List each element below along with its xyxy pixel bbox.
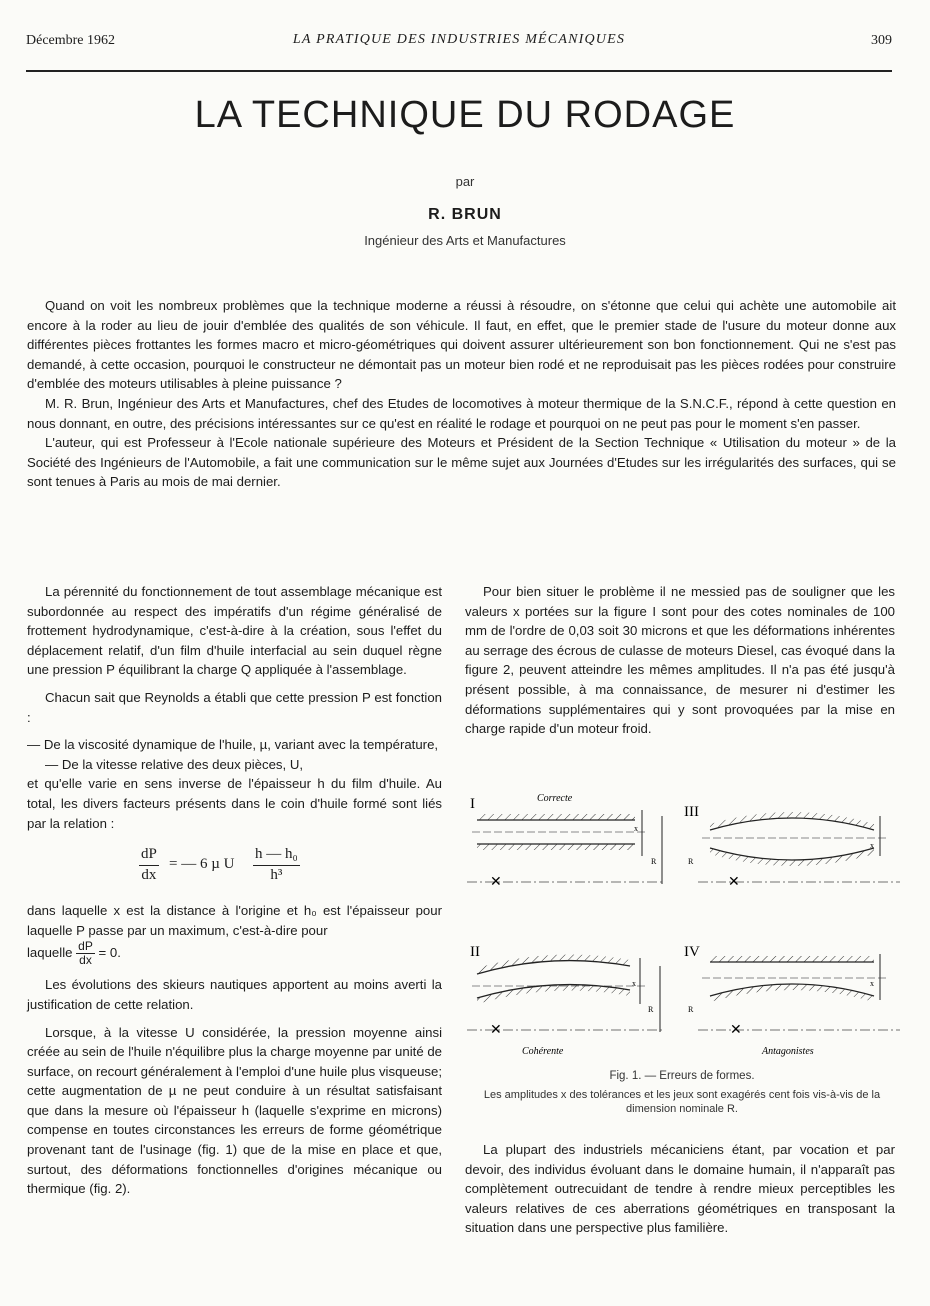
axis-cross: ✕ [490, 1023, 502, 1038]
hatched-surface [477, 814, 635, 820]
panel-label: IV [684, 944, 700, 960]
body-paragraph: Chacun sait que Reynolds a établi que cette pression P est fonction : [27, 689, 442, 725]
panel-label: II [470, 944, 480, 960]
R-mark: R [651, 857, 657, 866]
body-paragraph: Lorsque, à la vitesse U considérée, la pression moyenne ainsi créée au sein de l'huile n'équilibre plus la charge moyenne par unité de surface, on recourt généralement à l'emploi d'une huile plus visqueuse; cette augmentation de µ ne peut conduire à un résultat satisfaisant que dans la mesure où l'épaisseur h (laquelle s'exprime en microns) compense en toutes circonstances les erreurs de forme géométrique provenant tant de l'usinage (fig. 1) que de la mise en place et que, surtout, des déformations fonctionnelles d'origines mécanique ou thermique (fig. 2). [27, 1024, 442, 1197]
left-column [27, 582, 442, 1207]
eq-lhs-num: dP [139, 845, 159, 866]
right-column-top [465, 582, 895, 747]
body-paragraph: Les évolutions des skieurs nautiques apportent au moins averti la justification de cette relation. [27, 977, 442, 1012]
eq-middle: = — 6 µ U [169, 856, 235, 873]
x-mark: x [870, 841, 874, 850]
axis-cross: ✕ [728, 875, 740, 890]
panel-label: I [470, 796, 475, 812]
page-number: 309 [871, 33, 892, 48]
issue-date: Décembre 1962 [26, 33, 116, 48]
x-mark: x [870, 979, 874, 988]
hatched-surface [710, 956, 874, 962]
eq-rhs-num: h — h₀ [253, 845, 300, 866]
body-paragraph: et qu'elle varie en sens inverse de l'épaisseur h du film d'huile. Au total, les divers facteurs présents dans le coin d'huile formé sont liés par la relation : [27, 776, 442, 831]
panel-caption: Cohérente [522, 1046, 564, 1057]
intro-block [27, 296, 896, 492]
inline-frac-num: dP [78, 939, 93, 954]
body-paragraph: La pérennité du fonctionnement de tout assemblage mécanique est subordonnée au respect des impératifs d'un régime généralisé de frottement hydrodynamique, c'est-à-dire à la création, sous l'effet du déplacement relatif, d'un film d'huile interfacial au sein duquel règne une pression P équilibrant la charge Q appliquée à l'assemblage. [27, 584, 442, 678]
figure-caption-title: Fig. 1. — Erreurs de formes. [609, 1070, 755, 1082]
panel-caption: Correcte [537, 793, 573, 804]
figure-1 [462, 786, 902, 1136]
journal-title: LA PRATIQUE DES INDUSTRIES MÉCANIQUES [292, 32, 626, 47]
intro-paragraph: M. R. Brun, Ingénieur des Arts et Manufactures, chef des Etudes de locomotives à moteur thermique de la S.N.C.F., répond à cette question en nous donnant, en outre, des précisions intéressantes sur ce qu'est en réalité le rodage et pourquoi on ne peut pas pour le moment s'en passer. [27, 395, 896, 431]
author-name: R. BRUN [428, 206, 502, 223]
form-errors-diagram [462, 786, 902, 1066]
inline-text: laquelle [27, 945, 73, 961]
eq-lhs-den: dx [141, 866, 157, 883]
intro-paragraph: Quand on voit les nombreux problèmes que la technique moderne a réussi à résoudre, on s'étonne que celui qui achète une automobile ait encore à la roder au lieu de jouir d'emblée des qualités de son véhicule. Il faut, en effet, que le premier stade de l'usure du moteur donne aux différentes pièces frottantes les formes macro et micro-géométriques qui doivent assurer ultérieurement son bon fonctionnement. Qui ne s'est pas demandé, à cette occasion, pourquoi le constructeur ne démontait pas un moteur bien rodé et ne reproduisait pas les pièces rodées pour construire d'emblée des moteurs utilisables à pleine puissance ? [27, 298, 896, 392]
axis-cross: ✕ [490, 875, 502, 890]
hatched-surface [710, 812, 874, 830]
reynolds-equation [27, 835, 442, 895]
x-mark: x [632, 979, 636, 988]
inline-text: = 0. [98, 945, 121, 961]
hatched-surface [710, 984, 874, 1002]
eq-rhs-fraction [253, 845, 300, 885]
intro-paragraph: L'auteur, qui est Professeur à l'Ecole nationale supérieure des Moteurs et Président de la Section Technique « Utilisation du moteur » de la Société des Ingénieurs de l'Automobile, a fait une communication sur le même sujet aux Journées d'Etudes sur les irrégularités des surfaces, qui se sont tenues à Paris au mois de mai dernier. [27, 435, 896, 490]
inline-fraction [76, 940, 95, 967]
body-paragraph: La plupart des industriels mécaniciens étant, par vocation et par devoir, des individus évoluant dans le domaine humain, il n'apparaît pas complètement outrecuidant de tendre à rendre mieux perceptibles les valeurs relatives de ces aberrations géométriques en transposant la situation dans une perspective plus familière. [465, 1142, 895, 1236]
right-column-bottom [465, 1140, 895, 1246]
hatched-surface [477, 955, 630, 974]
body-paragraph: Pour bien situer le problème il ne messied pas de souligner que les valeurs x portées sur la figure I sont pour des cotes nominales de 100 mm de l'ordre de 0,03 soit 30 microns et que les déformations inhérentes au serrage des écrous de culasse de moteurs Diesel, cas évoqué dans la figure 2, peuvent atteindre les mêmes amplitudes. Il n'a pas été jusqu'à présent possible, à ma connaissance, de mesurer ni d'estimer les déformations supplémentaires qui y sont provoquées par la mise en charge rapide d'un moteur froid. [465, 584, 895, 737]
R-mark: R [648, 1005, 654, 1014]
byline: par [455, 174, 475, 189]
figure-caption-text: Les amplitudes x des tolérances et les jeux sont exagérés cent fois vis-à-vis de la dimension nominale R. [483, 1089, 881, 1115]
axis-cross: ✕ [730, 1023, 742, 1038]
panel-label: III [684, 804, 699, 820]
header-rule [26, 70, 892, 72]
R-mark: R [688, 1005, 694, 1014]
body-paragraph [27, 940, 442, 967]
body-paragraph: dans laquelle x est la distance à l'origine et h₀ est l'épaisseur pour laquelle P passe par un maximum, c'est-à-dire pour [27, 903, 442, 938]
hatched-surface [710, 848, 874, 866]
panel-caption: Antagonistes [762, 1046, 814, 1057]
body-paragraph: — De la viscosité dynamique de l'huile, µ, variant avec la température, [27, 737, 439, 753]
R-mark: R [688, 857, 694, 866]
body-paragraph: — De la vitesse relative des deux pièces, U, [45, 756, 304, 772]
page-header [26, 30, 892, 70]
author-affiliation: Ingénieur des Arts et Manufactures [364, 233, 566, 248]
hatched-surface [477, 985, 630, 1004]
inline-frac-den: dx [79, 953, 92, 968]
eq-lhs-fraction [139, 845, 159, 885]
x-mark: x [634, 824, 638, 833]
article-title: LA TECHNIQUE DU RODAGE [194, 94, 736, 136]
eq-rhs-den: h³ [270, 866, 283, 883]
hatched-surface [477, 844, 635, 850]
